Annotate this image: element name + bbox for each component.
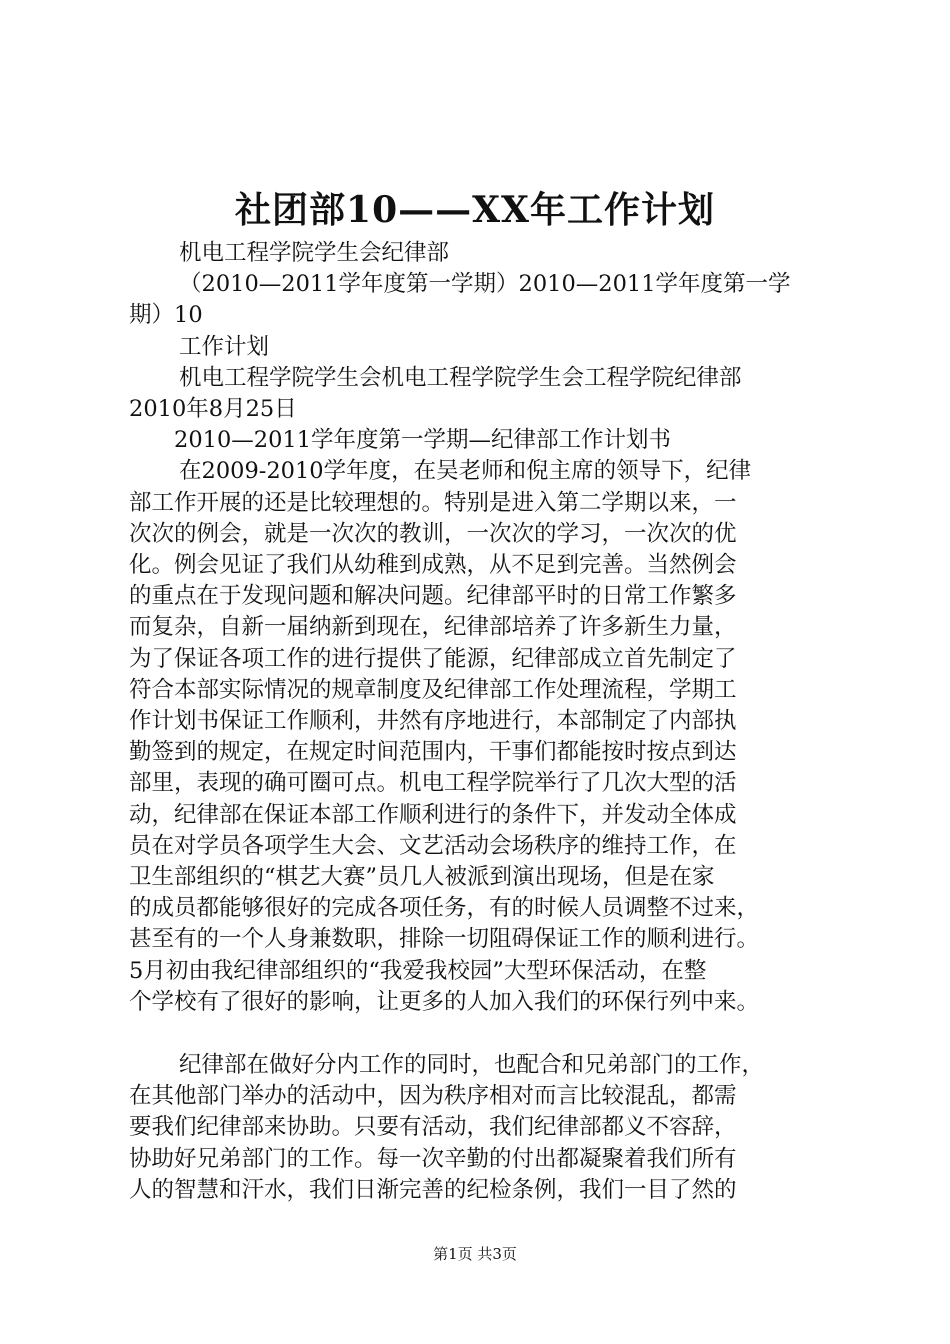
paragraph-line: 个学校有了很好的影响，让更多的人加入我们的环保行列中来。 — [129, 988, 760, 1015]
header-line-department: 机电工程学院学生会纪律部 — [179, 240, 450, 266]
document-body — [129, 238, 829, 1206]
paragraph-line: 的成员都能够很好的完成各项任务，有的时候人员调整不过来， — [129, 895, 760, 922]
paragraph-line: 纪律部在做好分内工作的同时，也配合和兄弟部门的工作， — [179, 1052, 765, 1079]
document-title: 社团部10——XX年工作计划 — [235, 189, 715, 231]
paragraph-line: 在其他部门举办的活动中，因为秩序相对而言比较混乱，都需 — [129, 1083, 737, 1110]
paragraph-line: 卫生部组织的“棋艺大赛”员几人被派到演出现场，但是在家 — [129, 864, 715, 891]
header-line-subtitle: 2010—2011学年度第一学期—纪律部工作计划书 — [174, 427, 672, 454]
paragraph-line: 为了保证各项工作的进行提供了能源，纪律部成立首先制定了 — [129, 645, 737, 672]
paragraph-line: 动，纪律部在保证本部工作顺利进行的条件下，并发动全体成 — [129, 801, 737, 828]
header-line-semester: （2010—2011学年度第一学期）2010—2011学年度第一学 — [179, 271, 791, 298]
paragraph-line: 人的智慧和汗水，我们日渐完善的纪检条例，我们一目了然的 — [129, 1176, 737, 1203]
paragraph-line: 5月初由我纪律部组织的“我爱我校园”大型环保活动，在整 — [129, 957, 707, 984]
paragraph-line: 要我们纪律部来协助。只要有活动，我们纪律部都义不容辞， — [129, 1114, 737, 1141]
header-line-plan: 工作计划 — [179, 333, 270, 360]
paragraph-line: 的重点在于发现问题和解决问题。纪律部平时的日常工作繁多 — [129, 583, 737, 610]
paragraph-1 — [129, 456, 829, 1018]
paragraph-line: 化。例会见证了我们从幼稚到成熟，从不足到完善。当然例会 — [129, 552, 737, 579]
paragraph-2 — [129, 1050, 829, 1206]
paragraph-line: 部工作开展的还是比较理想的。特别是进入第二学期以来，一 — [129, 489, 737, 516]
paragraph-line: 勤签到的规定，在规定时间范围内，干事们都能按时按点到达 — [129, 739, 737, 766]
paragraph-line: 协助好兄弟部门的工作。每一次辛勤的付出都凝聚着我们所有 — [129, 1145, 737, 1172]
paragraph-line: 部里，表现的确可圈可点。机电工程学院举行了几次大型的活 — [129, 770, 737, 797]
paragraph-line: 员在对学员各项学生大会、文艺活动会场秩序的维持工作，在 — [129, 832, 737, 859]
header-line-issuer: 机电工程学院学生会机电工程学院学生会工程学院纪律部 — [179, 364, 742, 391]
header-line-date: 2010年8月25日 — [129, 396, 297, 423]
page-number-footer: 第1页 共3页 — [433, 1245, 517, 1263]
paragraph-line: 符合本部实际情况的规章制度及纪律部工作处理流程，学期工 — [129, 676, 737, 703]
paragraph-line: 在2009-2010学年度，在吴老师和倪主席的领导下，纪律 — [179, 458, 752, 485]
paragraph-line: 甚至有的一个人身兼数职，排除一切阻碍保证工作的顺利进行。 — [129, 926, 760, 953]
paragraph-line: 次次的例会，就是一次次的教训，一次次的学习，一次次的优 — [129, 520, 737, 547]
paragraph-spacer — [129, 1018, 829, 1050]
paragraph-line: 而复杂，自新一届纳新到现在，纪律部培养了许多新生力量， — [129, 614, 737, 641]
header-line-semester-cont: 期）10 — [129, 302, 203, 329]
paragraph-line: 作计划书保证工作顺利，井然有序地进行，本部制定了内部执 — [129, 708, 737, 735]
